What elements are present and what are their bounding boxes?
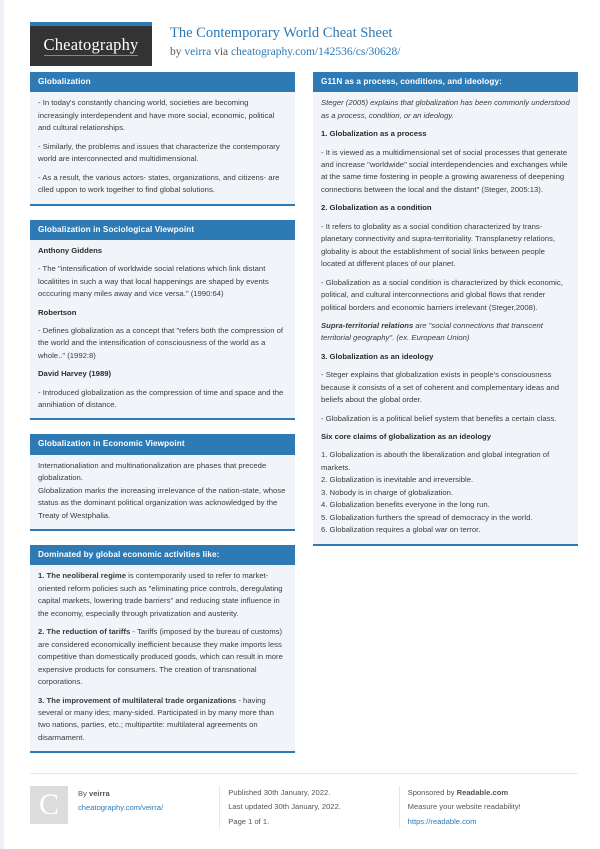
section-paragraph: - It is viewed as a multidimensional set of social processes that generate and increase "worldwide" social interdependencies and exchanges while at the same time fostering in people a growing awareness of deepening connections between the local and the distant" (Steger, 2005:13). xyxy=(321,147,568,194)
footer-by-label: By xyxy=(78,789,89,799)
section-paragraph xyxy=(38,695,287,745)
section-paragraph xyxy=(321,320,570,345)
section-title: Globalization xyxy=(30,72,295,92)
section-paragraph: Steger (2005) explains that globalization has been commonly understood as a process, condition, or an ideology. xyxy=(321,98,570,120)
section-paragraph: - In today's constantly chancing world, societies are becoming increasingly interdependent and have more social, economic, political and cultural relationships. xyxy=(38,98,275,133)
footer-publish-info xyxy=(219,786,398,828)
footer-last-updated: Last updated 30th January, 2022. xyxy=(228,802,341,812)
section-paragraph: Internationaliation and multinationalization are phases that precede globalization. xyxy=(38,460,267,483)
section-body xyxy=(313,92,578,543)
section-card xyxy=(30,220,295,421)
paragraph-text: - Tariffs (imposed by the bureau of customs) are considered economically inefficient because they make imports less competitive than domestically produced goods, which can result in more expensive products for consumers. The creation of transnational corporations. xyxy=(38,627,283,687)
section-paragraph: 5. Globalization furthers the spread of democracy in the world. xyxy=(321,512,533,522)
section-body xyxy=(30,455,295,529)
section-paragraph: - As a result, the various actors- states, organizations, and citizens- are clled uppon to work together to find global solutions. xyxy=(38,172,280,195)
byline-mid: via xyxy=(211,45,232,58)
section-card xyxy=(313,72,578,546)
section-paragraph: 3. Nobody is in charge of globalization. xyxy=(321,487,454,497)
section-paragraph: Globalization marks the increasing irrelevance of the nation-state, whose status as the dominant political organization was acknowledged by the Treaty of Westphalia. xyxy=(38,485,286,520)
section-body xyxy=(30,565,295,751)
section-paragraph: - Globalization as a social condition is characterized by thick economic, political, and cultural interconnections and global flows that render political borders and economic barriers irrelevant (Steger,2008). xyxy=(321,277,563,312)
paragraph-lead: 1. The neoliberal regime xyxy=(38,571,127,581)
footer-author-value: veirra xyxy=(88,789,110,799)
section-paragraph xyxy=(38,570,287,620)
section-title: Globalization in Economic Viewpoint xyxy=(30,434,295,454)
section-paragraph: 1. Globalization is abouth the liberalization and global integration of markets. xyxy=(321,450,550,472)
paragraph-text: - having several or many ides; many-sided. Participated in by many more than two nations, parties, etc.; multipartite: multilateral agreements on disarmament. xyxy=(38,695,274,742)
page-footer xyxy=(30,773,578,828)
section-subheading: 2. Globalization as a condition xyxy=(321,203,432,213)
section-subheading: Six core claims of globalization as an ideology xyxy=(321,432,492,442)
section-paragraph: - Introduced globalization as the compression of time and space and the annihiation of distance. xyxy=(38,387,284,409)
footer-sponsor xyxy=(399,786,578,828)
section-paragraph: 6. Globalization requires a global war on terror. xyxy=(321,525,481,535)
section-card xyxy=(30,72,295,206)
right-column xyxy=(313,72,578,560)
section-title: G11N as a process, conditions, and ideology: xyxy=(313,72,578,92)
section-card xyxy=(30,545,295,753)
section-subheading: Robertson xyxy=(38,307,77,317)
footer-sponsor-link[interactable]: https://readable.com xyxy=(407,816,477,826)
section-subheading: David Harvey (1989) xyxy=(38,369,112,379)
section-paragraph: - Defines globalization as a concept that "refers both the compression of the world and the intensification of consciousness of the world as a whole.." (1992:8) xyxy=(38,325,284,360)
avatar: C xyxy=(30,786,68,824)
byline-prefix: by xyxy=(170,45,185,58)
footer-sponsor-label: Sponsored by xyxy=(407,788,457,798)
left-column xyxy=(30,72,295,767)
section-subheading: Anthony Giddens xyxy=(38,245,103,255)
section-subheading: 1. Globalization as a process xyxy=(321,129,427,139)
footer-sponsor-tagline: Measure your website readability! xyxy=(407,802,521,812)
footer-sponsor-line xyxy=(408,786,578,800)
section-body xyxy=(30,92,295,203)
paragraph-lead: Supra-territorial relations xyxy=(321,320,414,330)
section-title: Dominated by global economic activities like: xyxy=(30,545,295,565)
masthead xyxy=(4,0,600,62)
section-paragraph: 2. Globalization is inevitable and irreversible. xyxy=(321,475,474,485)
section-paragraph: - Globalization is a political belief system that benefits a certain class. xyxy=(321,413,557,423)
byline-author-link[interactable]: veirra xyxy=(184,45,212,58)
footer-author-link[interactable]: cheatography.com/veirra/ xyxy=(78,803,164,813)
section-paragraph xyxy=(38,626,287,688)
section-paragraph: - Steger explains that globalization exists in people's consciousness because it consists of a set of coherent and complementary ideas and beliefs about the global order. xyxy=(321,370,560,405)
footer-sponsor-name: Readable.com xyxy=(456,788,509,798)
byline xyxy=(170,44,401,61)
cheatography-logo[interactable] xyxy=(30,22,152,66)
page-title: The Contemporary World Cheat Sheet xyxy=(170,25,393,41)
paragraph-text: are "social connections that transcent territorial geography". (ex. European Union) xyxy=(321,320,543,343)
section-title: Globalization in Sociological Viewpoint xyxy=(30,220,295,240)
section-subheading: 3. Globalization as an ideology xyxy=(321,351,434,361)
section-paragraph: - It refers to globality as a social condition characterized by trans-planetary connectivity and supra-territoriality. Transplanetry relations, globality is about the establishment of social links between people located at different places of our planet. xyxy=(321,221,556,269)
section-card xyxy=(30,434,295,531)
logo-wordmark: Cheatography xyxy=(44,36,139,57)
footer-page-count: Page 1 of 1. xyxy=(228,816,270,826)
section-body xyxy=(30,240,295,419)
byline-source-link[interactable]: cheatography.com/142536/cs/30628/ xyxy=(231,45,401,58)
footer-published: Published 30th January, 2022. xyxy=(228,788,331,798)
masthead-titles xyxy=(170,22,401,61)
section-paragraph: 4. Globalization benefits everyone in the long run. xyxy=(321,500,490,510)
footer-author-name xyxy=(78,787,163,801)
content-columns xyxy=(4,62,600,767)
section-paragraph: - The "intensification of worldwide social relations which link distant localitites in such a way that local happenings are shaped by events occcuring many miles away and vice versa." (1990:64) xyxy=(38,264,269,299)
footer-author xyxy=(30,786,219,828)
paragraph-lead: 3. The improvement of multilateral trade organizations xyxy=(38,695,237,705)
paragraph-text: is contemporarily used to refer to market-oriented reform policies such as "eliminating price controls, deregulating capital markets, lowering trade barriers" and reducing state influence in the economy, especially through privatization and austerity. xyxy=(38,571,283,618)
section-paragraph: - Similarly, the problems and issues that characterize the contemporary world are interconnected and multidimensional. xyxy=(38,141,280,164)
paragraph-lead: 2. The reduction of tariffs xyxy=(38,627,131,637)
footer-author-lines xyxy=(78,786,163,828)
